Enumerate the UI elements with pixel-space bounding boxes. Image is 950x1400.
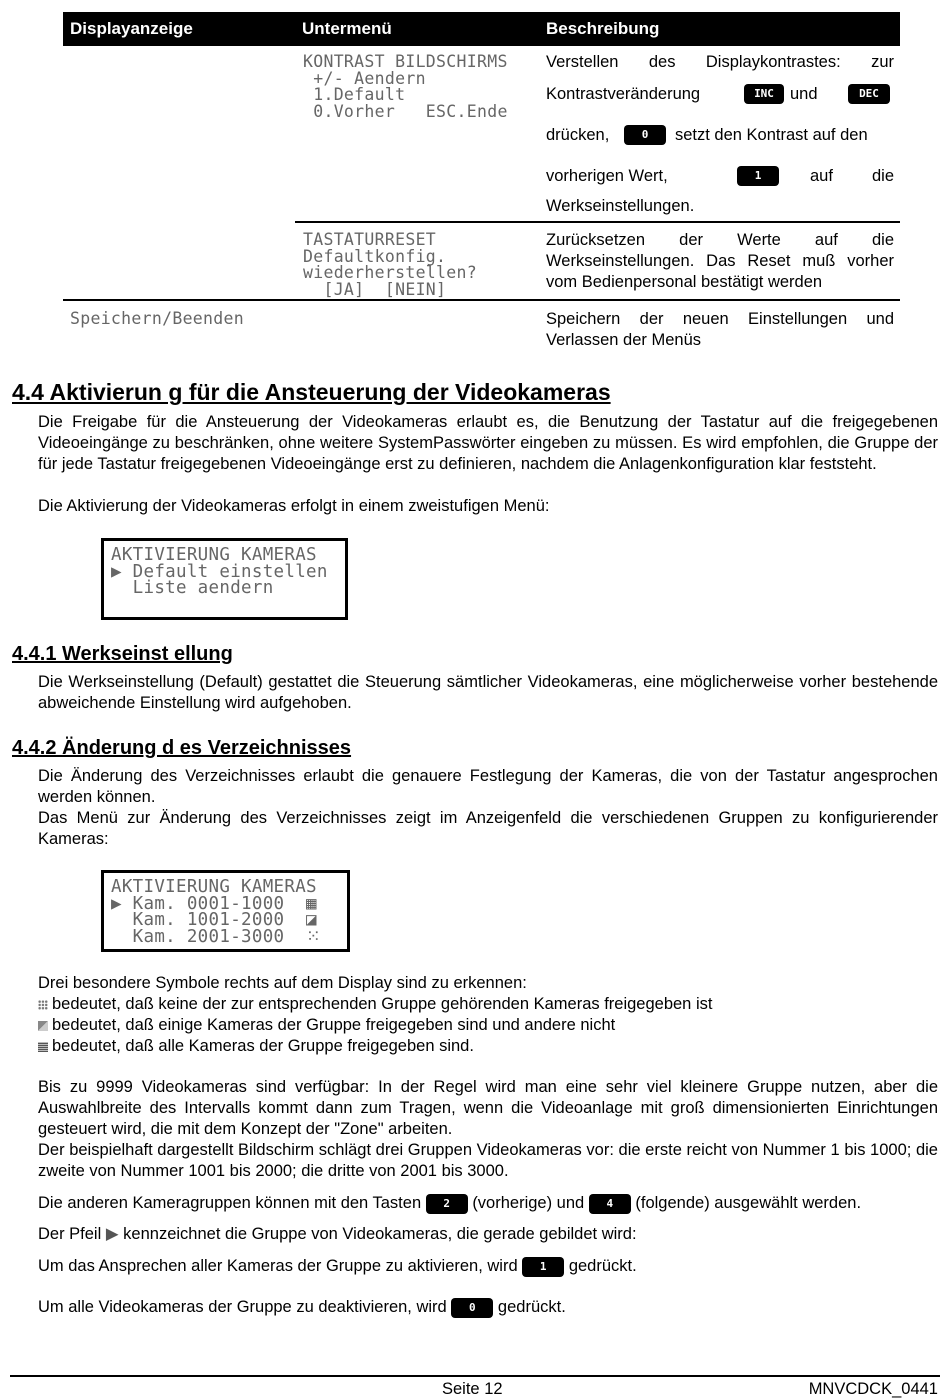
para-4-4-2-d: Der beispielhaft dargestellt Bildschirm schlägt drei Gruppen Videokameras vor: die erste reicht von Nummer 1 bis 1000; die zweite von Nummer 1001 bis 2000; die dritte von 2001 bis 3000. bbox=[38, 1141, 938, 1180]
line-text: Um das Ansprechen aller Kameras der Gruppe zu aktivieren, wird bbox=[38, 1257, 518, 1275]
table-header bbox=[63, 12, 900, 46]
line-text: (vorherige) und bbox=[472, 1194, 585, 1212]
key-2-icon: 2 bbox=[426, 1194, 468, 1214]
lcd-line: Kam. 1001-2000 ◪ bbox=[111, 910, 317, 930]
some-enabled-icon bbox=[38, 1021, 48, 1031]
lcd-line: TASTATURRESET bbox=[303, 230, 437, 249]
footer-doc-code: MNVCDCK_0441 bbox=[808, 1380, 938, 1398]
line-text: gedrückt. bbox=[568, 1257, 637, 1275]
line-text: (folgende) ausgewählt werden. bbox=[635, 1194, 862, 1212]
footer-rule bbox=[10, 1375, 940, 1377]
para-4-4-2-c: Bis zu 9999 Videokameras sind verfügbar: In der Regel wird man eine sehr viel kleinere Gruppe nutzen, aber die Auswahlbreite des Intervalls kommt dann zum Tragen, wenn die Videoanlage mit groß dimensionierten Einrichtungen gesteuert wird, die mit dem Konzept der "Zone" arbeiten. bbox=[38, 1078, 938, 1138]
para-4-4-menu: Die Aktivierung der Videokameras erfolgt in einem zweistufigen Menü: bbox=[38, 497, 550, 515]
all-enabled-icon bbox=[38, 1042, 48, 1052]
desc-text: Kontrastveränderung bbox=[546, 85, 701, 103]
key-0-icon: 0 bbox=[624, 125, 666, 145]
lcd-line: +/- Aendern bbox=[303, 68, 426, 88]
symbol-text: bedeutet, daß alle Kameras der Gruppe freigegeben sind. bbox=[52, 1037, 474, 1055]
line-text: gedrückt. bbox=[497, 1298, 566, 1316]
line-activate bbox=[38, 1256, 938, 1277]
lcd-line: 1.Default bbox=[303, 85, 406, 104]
desc-contrast-line3 bbox=[546, 125, 894, 147]
none-enabled-icon bbox=[38, 1000, 48, 1010]
row-divider bbox=[295, 221, 900, 223]
dec-key-icon: DEC bbox=[848, 84, 890, 104]
lcd-line: ▶ Kam. 0001-1000 ▦ bbox=[111, 893, 317, 914]
desc-save-line2: Verlassen der Menüs bbox=[546, 331, 702, 349]
desc-text: auf die bbox=[810, 167, 894, 185]
symbol-none-line bbox=[38, 994, 938, 1015]
lcd-line: wiederherstellen? bbox=[303, 263, 477, 282]
desc-save-line1: Speichern der neuen Einstellungen und bbox=[546, 310, 894, 328]
line-text: Um alle Videokameras der Gruppe zu deaktivieren, wird bbox=[38, 1298, 447, 1316]
desc-contrast-line5: Werkseinstellungen. bbox=[546, 197, 695, 215]
lcd-line: KONTRAST BILDSCHIRMS bbox=[303, 52, 508, 71]
symbol-some-line bbox=[38, 1015, 938, 1036]
para-4-4-intro: Die Freigabe für die Ansteuerung der Videokameras erlaubt es, die Benutzung der Tastatur auf die freigegebenen Videoeingänge zu beschränken, ohne weitere SystemPasswörter eingeben zu müssen. Es wird empfohlen, die Gruppe der für jede Tastatur freigegebenen Videoeingänge erst zu definieren, nachdem die Anlagenkonfiguration klar feststeht. bbox=[38, 413, 938, 473]
section-title-4-4-2: 4.4.2 Änderung d es Verzeichnisses bbox=[12, 737, 352, 759]
line-group-keys bbox=[38, 1193, 938, 1214]
lcd-line: Defaultkonfig. bbox=[303, 246, 447, 266]
lcd-keyboard-reset bbox=[303, 232, 477, 298]
lcd-line: AKTIVIERUNG KAMERAS bbox=[111, 545, 317, 565]
line-text: kennzeichnet die Gruppe von Videokameras, die gerade gebildet wird: bbox=[123, 1225, 637, 1243]
para-4-4-2-a: Die Änderung des Verzeichnisses erlaubt die genauere Festlegung der Kameras, die von der Tastatur angesprochen werden können. bbox=[38, 767, 938, 806]
symbol-text: bedeutet, daß keine der zur entsprechenden Gruppe gehörenden Kameras freigegeben ist bbox=[52, 995, 713, 1013]
section-title-4-4: 4.4 Aktivierun g für die Ansteuerung der Videokameras bbox=[12, 379, 611, 405]
line-text: Die anderen Kameragruppen können mit den Tasten bbox=[38, 1194, 422, 1212]
lcd-line: Liste aendern bbox=[111, 578, 274, 598]
key-1-icon: 1 bbox=[737, 166, 779, 186]
line-deactivate bbox=[38, 1297, 938, 1318]
desc-text: und bbox=[790, 85, 818, 103]
desc-text: vorherigen Wert, bbox=[546, 167, 668, 185]
header-submenu: Untermenü bbox=[302, 19, 392, 38]
symbol-text: bedeutet, daß einige Kameras der Gruppe freigegeben sind und andere nicht bbox=[52, 1016, 616, 1034]
desc-contrast-line1: Verstellen des Displaykontrastes: zur bbox=[546, 53, 894, 71]
footer-page-number: Seite 12 bbox=[442, 1380, 503, 1398]
key-1-icon: 1 bbox=[522, 1257, 564, 1277]
desc-contrast-line2 bbox=[546, 84, 894, 106]
desc-reset-line1: Zurücksetzen der Werte auf die bbox=[546, 231, 894, 249]
desc-contrast-line4 bbox=[546, 166, 894, 188]
line-text: Der Pfeil bbox=[38, 1225, 102, 1243]
key-4-icon: 4 bbox=[589, 1194, 631, 1214]
header-display: Displayanzeige bbox=[70, 19, 193, 38]
lcd-line: ▶ Default einstellen bbox=[111, 561, 328, 582]
lcd-line: 0.Vorher ESC.Ende bbox=[303, 101, 508, 121]
section-title-4-4-1: 4.4.1 Werkseinst ellung bbox=[12, 643, 233, 665]
lcd-line: AKTIVIERUNG KAMERAS bbox=[111, 877, 317, 897]
para-4-4-1: Die Werkseinstellung (Default) gestattet die Steuerung sämtlicher Videokameras, eine möglicherweise vorher bestehende abweichende Einstellung wird aufgehoben. bbox=[38, 673, 938, 712]
lcd-line: Kam. 2001-3000 ⁙ bbox=[111, 926, 322, 947]
row-divider bbox=[63, 299, 900, 301]
para-4-4-2-b: Das Menü zur Änderung des Verzeichnisses zeigt im Anzeigenfeld die verschiedenen Gruppen zu konfigurierender Kameras: bbox=[38, 809, 938, 848]
lcd-contrast bbox=[303, 54, 508, 120]
inc-key-icon: INC bbox=[744, 84, 784, 104]
lcd-line: [JA] [NEIN] bbox=[303, 279, 447, 299]
display-save-exit: Speichern/Beenden bbox=[70, 309, 244, 328]
desc-text: setzt den Kontrast auf den bbox=[675, 126, 868, 144]
desc-reset-line2: Werkseinstellungen. Das Reset muß vorher bbox=[546, 252, 894, 270]
lcd-activation-menu bbox=[101, 538, 348, 620]
header-description: Beschreibung bbox=[546, 19, 660, 38]
arrow-pointer-icon: ▶ bbox=[105, 1225, 119, 1243]
desc-reset-line3: vom Bedienpersonal bestätigt werden bbox=[546, 273, 823, 291]
symbols-intro: Drei besondere Symbole rechts auf dem Display sind zu erkennen: bbox=[38, 974, 527, 992]
symbol-all-line bbox=[38, 1036, 938, 1057]
lcd-camera-groups bbox=[101, 870, 350, 952]
key-0-icon: 0 bbox=[451, 1298, 493, 1318]
line-arrow bbox=[38, 1224, 938, 1245]
desc-text: drücken, bbox=[546, 126, 610, 144]
